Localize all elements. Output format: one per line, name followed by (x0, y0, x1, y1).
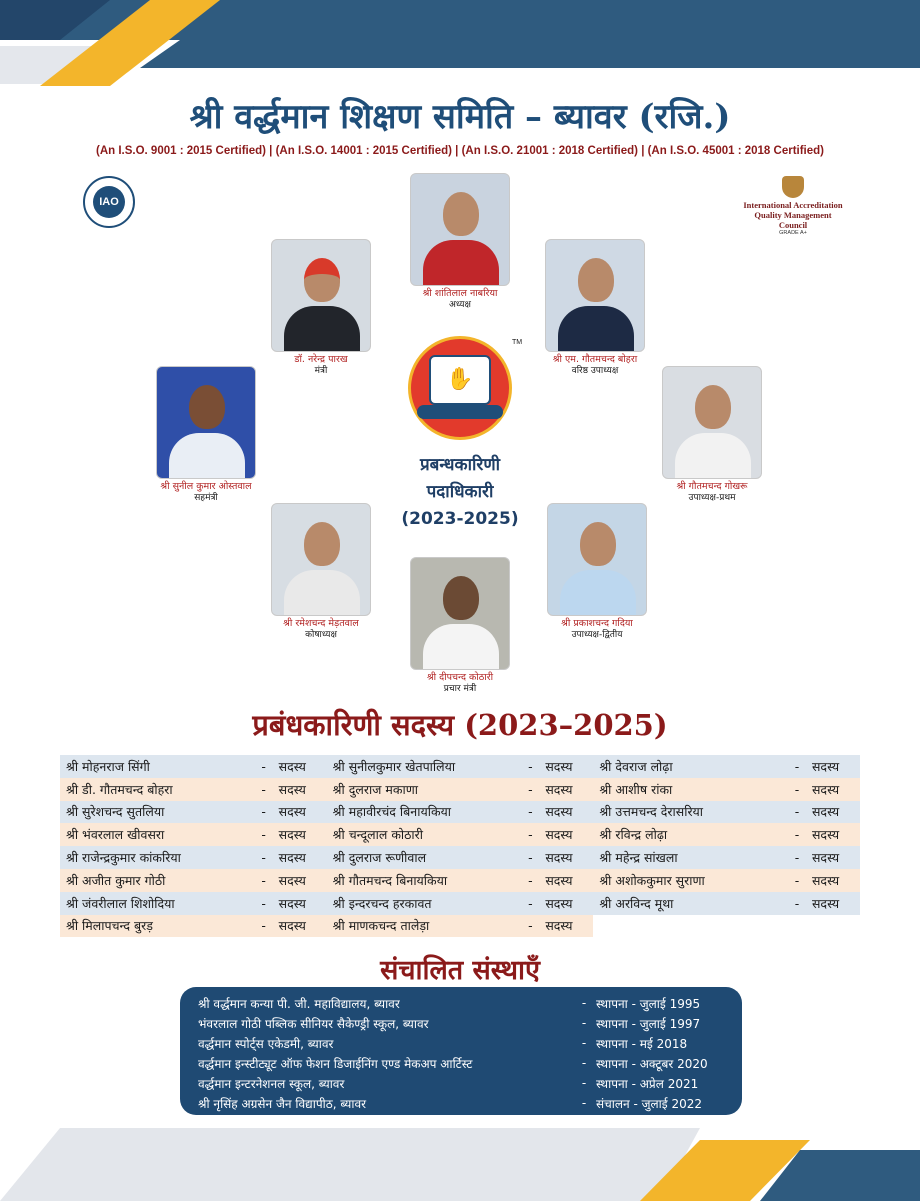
member-name: श्री मिलापचन्द बुरड़ (66, 918, 153, 934)
member-dash: - (794, 850, 800, 866)
member-dash: - (261, 758, 266, 774)
member-dash: - (794, 895, 800, 911)
officer-photo (662, 366, 762, 479)
officer-role: सहमंत्री (194, 493, 218, 503)
iaqmc-line: International Accreditation (743, 200, 843, 210)
member-role: सदस्य (278, 827, 306, 843)
institution-row (198, 993, 742, 1013)
member-role: सदस्य (545, 758, 573, 774)
member-dash: - (794, 758, 800, 774)
member-name: श्री अशोककुमार सुराणा (599, 872, 705, 888)
page-title: श्री वर्द्धमान शिक्षण समिति – ब्यावर (रजि.) (189, 97, 731, 137)
member-cell (593, 892, 860, 915)
member-role: सदस्य (811, 850, 840, 866)
member-dash: - (528, 895, 533, 911)
member-cell (60, 915, 327, 938)
member-cell (593, 823, 860, 846)
officer-card (642, 366, 782, 504)
member-role: सदस्य (278, 918, 306, 934)
institution-name: वर्द्धमान इन्स्टीट्यूट ऑफ फेशन डिजाईनिंग एण्ड मेकअप आर्टिस्ट (198, 1056, 473, 1071)
member-role: सदस्य (278, 781, 306, 797)
officer-name: श्री रमेशचन्द मेड़तवाल (283, 618, 359, 629)
member-name: श्री डी. गौतमचन्द बोहरा (66, 781, 173, 797)
member-dash: - (261, 895, 266, 911)
institution-year: स्थापना - अप्रेल 2021 (596, 1076, 699, 1091)
officer-name: श्री प्रकाशचन्द गदिया (561, 618, 633, 629)
officer-photo (156, 366, 256, 479)
member-role: सदस्य (811, 804, 840, 820)
member-role: सदस्य (545, 850, 573, 866)
officer-photo (271, 503, 371, 616)
member-role: सदस्य (278, 758, 306, 774)
member-role: सदस्य (545, 804, 573, 820)
member-name: श्री अजीत कुमार गोठी (66, 872, 166, 888)
crest-icon (782, 176, 804, 198)
member-cell (327, 778, 594, 801)
institution-dash: - (581, 1016, 587, 1030)
iaqmc-line: Quality Management Council (754, 210, 832, 230)
officer-role: उपाध्यक्ष-द्वितीय (571, 630, 623, 640)
logo-band (417, 405, 503, 419)
officer-card (136, 366, 276, 504)
institution-year: स्थापना - जुलाई 1995 (596, 996, 701, 1011)
member-name: श्री मोहनराज सिंगी (66, 758, 150, 774)
institution-row (198, 1073, 742, 1093)
officer-card (527, 503, 667, 641)
member-cell (60, 869, 327, 892)
member-role: सदस्य (811, 758, 840, 774)
iaqmc-grade: GRADE A+ (779, 230, 807, 236)
member-cell (60, 755, 327, 778)
member-role: सदस्य (278, 895, 306, 911)
member-name: श्री राजेन्द्रकुमार कांकरिया (66, 850, 181, 866)
institution-dash: - (581, 996, 587, 1010)
officer-card (390, 173, 530, 311)
member-role: सदस्य (545, 918, 573, 934)
member-dash: - (794, 781, 800, 797)
member-cell (593, 778, 860, 801)
institution-row (198, 1053, 742, 1073)
iao-label: IAO (93, 186, 125, 218)
board-line: प्रबन्धकारिणी (419, 455, 501, 475)
board-heading (380, 452, 540, 533)
member-role: सदस्य (811, 895, 840, 911)
member-cell (60, 823, 327, 846)
officer-role: वरिष्ठ उपाध्यक्ष (571, 366, 619, 376)
trademark: TM (512, 339, 523, 346)
member-role: सदस्य (278, 850, 306, 866)
member-cell (593, 801, 860, 824)
certifications: (An I.S.O. 9001 : 2015 Certified) | (An I.S.O. 14001 : 2015 Certified) | (An I.S.O. 21001 : 2018 Certified) | (An I.S.O. 45001 : 2018 Certified) (95, 145, 824, 157)
member-role: सदस्य (278, 804, 306, 820)
institution-name: वर्द्धमान स्पोर्ट्स एकेडमी, ब्यावर (198, 1036, 334, 1051)
member-cell (327, 892, 594, 915)
member-role: सदस्य (811, 781, 840, 797)
member-name: श्री अरविन्द मूथा (599, 895, 674, 911)
member-dash: - (261, 872, 266, 888)
officer-photo (545, 239, 645, 352)
institution-dash: - (581, 1096, 587, 1110)
member-name: श्री दुलराज मकाणा (332, 781, 419, 797)
officer-photo (547, 503, 647, 616)
iao-logo (83, 176, 135, 228)
board-line: (2023-2025) (401, 509, 519, 529)
members-title: प्रबंधकारिणी सदस्य (2023–2025) (252, 708, 668, 742)
member-role: सदस्य (811, 872, 840, 888)
member-dash: - (528, 850, 533, 866)
member-dash: - (528, 781, 533, 797)
officer-card (390, 557, 530, 695)
member-cell (327, 755, 594, 778)
officer-role: उपाध्यक्ष-प्रथम (688, 493, 736, 503)
officer-card (251, 503, 391, 641)
member-name: श्री इन्दरचन्द हरकावत (332, 895, 432, 911)
footer-band (0, 1128, 700, 1201)
member-name: श्री रविन्द्र लोढ़ा (599, 827, 668, 843)
institution-year: स्थापना - मई 2018 (596, 1036, 688, 1051)
officer-role: मंत्री (314, 366, 328, 376)
institution-name: श्री नृसिंह अग्रसेन जैन विद्यापीठ, ब्यावर (198, 1096, 367, 1111)
society-logo (408, 336, 512, 440)
member-name: श्री महावीरचंद बिनायकिया (332, 804, 452, 820)
member-dash: - (261, 781, 266, 797)
officer-name: श्री दीपचन्द कोठारी (426, 672, 494, 683)
member-dash: - (794, 804, 800, 820)
officer-photo (410, 173, 510, 286)
member-cell (60, 846, 327, 869)
member-name: श्री भंवरलाल खीवसरा (66, 827, 165, 843)
member-cell (327, 823, 594, 846)
institution-name: श्री वर्द्धमान कन्या पी. जी. महाविद्यालय, ब्यावर (198, 996, 400, 1011)
member-name: श्री आशीष रांका (599, 781, 673, 797)
members-table (60, 755, 860, 937)
institution-row (198, 1093, 742, 1113)
institution-year: संचालन - जुलाई 2022 (596, 1096, 702, 1111)
institution-row (198, 1033, 742, 1053)
member-dash: - (261, 918, 266, 934)
officer-card (525, 239, 665, 377)
officer-name: श्री गौतमचन्द गोखरू (676, 481, 748, 492)
officer-name: श्री सुनील कुमार ओस्तवाल (160, 481, 252, 492)
member-role: सदस्य (545, 895, 573, 911)
officer-name: श्री एम. गौतमचन्द बोहरा (552, 354, 638, 365)
member-dash: - (261, 804, 266, 820)
member-role: सदस्य (545, 827, 573, 843)
member-dash: - (794, 827, 800, 843)
institution-dash: - (581, 1056, 587, 1070)
institution-name: भंवरलाल गोठी पब्लिक सीनियर सैकेण्ड्री स्कूल, ब्यावर (198, 1016, 429, 1031)
officer-card (251, 239, 391, 377)
institution-dash: - (581, 1076, 587, 1090)
institutions-list (180, 987, 742, 1115)
officer-photo (410, 557, 510, 670)
member-name: श्री महेन्द्र सांखला (599, 850, 678, 866)
hand-icon: ✋ (429, 355, 491, 405)
member-name: श्री उत्तमचन्द देरासरिया (599, 804, 704, 820)
member-name: श्री माणकचन्द तालेड़ा (332, 918, 430, 934)
officer-name: डॉ. नरेन्द्र पारख (294, 354, 348, 365)
institution-name: वर्द्धमान इन्टरनेशनल स्कूल, ब्यावर (198, 1076, 345, 1091)
member-name: श्री सुरेशचन्द सुतलिया (66, 804, 165, 820)
member-cell (593, 915, 860, 938)
member-name: श्री देवराज लोढ़ा (599, 758, 673, 774)
member-cell (327, 801, 594, 824)
institution-year: स्थापना - जुलाई 1997 (596, 1016, 701, 1031)
institution-dash: - (581, 1036, 587, 1050)
member-role: सदस्य (811, 827, 840, 843)
institution-year: स्थापना - अक्टूबर 2020 (596, 1056, 708, 1071)
member-name: श्री गौतमचन्द बिनायकिया (332, 872, 448, 888)
member-dash: - (528, 872, 533, 888)
member-dash: - (794, 872, 800, 888)
member-dash: - (528, 758, 533, 774)
member-name: श्री सुनीलकुमार खेतपालिया (332, 758, 456, 774)
member-name: श्री दुलराज रूणीवाल (332, 850, 427, 866)
officer-role: कोषाध्यक्ष (305, 630, 337, 640)
member-dash: - (261, 850, 266, 866)
member-cell (593, 846, 860, 869)
member-role: सदस्य (545, 781, 573, 797)
member-role: सदस्य (545, 872, 573, 888)
officer-role: प्रचार मंत्री (443, 684, 477, 694)
member-cell (327, 846, 594, 869)
institutions-title: संचालित संस्थाएँ (380, 955, 540, 986)
member-cell (60, 801, 327, 824)
member-name: श्री जंवरीलाल शिशोदिया (66, 895, 175, 911)
member-name: श्री चन्दूलाल कोठारी (332, 827, 424, 843)
board-line: पदाधिकारी (426, 482, 494, 502)
institution-row (198, 1013, 742, 1033)
member-cell (60, 778, 327, 801)
member-cell (593, 869, 860, 892)
member-cell (327, 869, 594, 892)
officer-role: अध्यक्ष (449, 300, 471, 310)
member-dash: - (528, 804, 533, 820)
member-cell (593, 755, 860, 778)
officer-photo (271, 239, 371, 352)
member-dash: - (261, 827, 266, 843)
member-dash: - (528, 827, 533, 843)
member-cell (60, 892, 327, 915)
member-role: सदस्य (278, 872, 306, 888)
member-cell (327, 915, 594, 938)
officer-name: श्री शांतिलाल नाबरिया (422, 288, 498, 299)
member-dash: - (528, 918, 533, 934)
iaqmc-logo (742, 176, 844, 236)
